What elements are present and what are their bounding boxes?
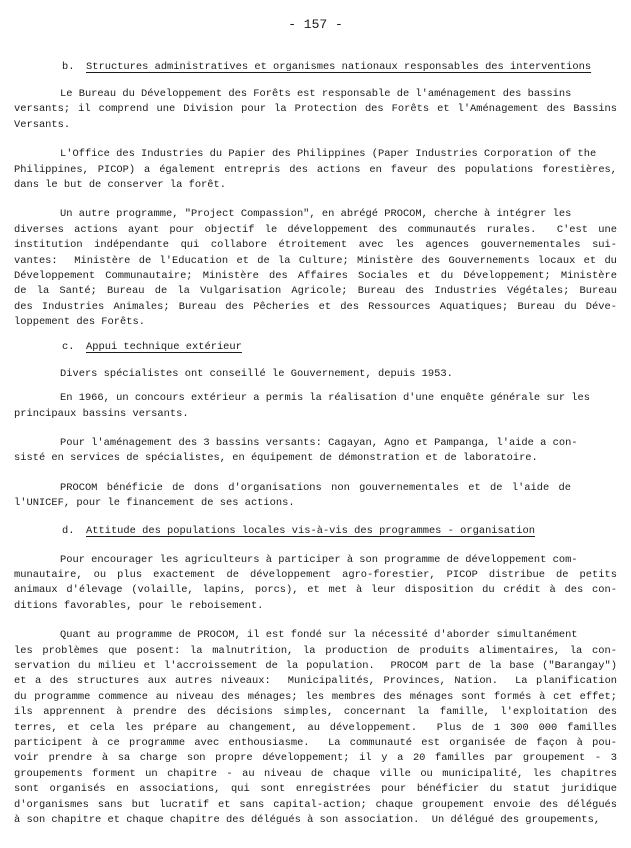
section-heading-c [62,340,617,355]
paragraph-line: Philippines, PICOP) a également entrepris des actions en faveur des populations forestières, [14,163,618,176]
paragraph-line: terres, et cela les prépare au changement, au développement. Plus de 1 300 000 familles [14,721,618,734]
section-title: Appui technique extérieur [86,340,242,353]
paragraph-line: dans le but de conserver la forêt. [14,179,227,192]
paragraph-line: l'UNICEF, pour le financement de ses actions. [14,497,295,510]
paragraph-line: L'Office des Industries du Papier des Philippines (Paper Industries Corporation of the [60,148,597,161]
section-letter: d. [62,524,75,537]
paragraph-line: des Industries Animales; Bureau des Pêcheries et des Ressources Aquatiques; Bureau du Déve- [14,300,617,313]
paragraph-line: principaux bassins versants. [14,407,189,420]
paragraph-line: institution indépendante qui collabore étroitement avec les agences gouvernementales sui- [14,239,618,252]
paragraph-line: sont organisés en associations, qui sont enregistrées pour bénéficier du statut juridique [14,783,618,796]
paragraph-line: ils apprennent à prendre des décisions simples, concernant la famille, l'exploitation des [14,706,618,719]
section-heading-d [62,524,617,539]
paragraph-line: Développement Communautaire; Ministère des Affaires Sociales et du Développement; Ministère [14,270,617,283]
paragraph [14,481,617,512]
paragraph-line: vantes: Ministère de l'Education et de la Culture; Ministère des Gouvernements locaux et du [14,254,617,267]
paragraph [14,628,617,828]
paragraph-line: Quant au programme de PROCOM, il est fondé sur la nécessité d'aborder simultanément [60,629,578,642]
paragraph-line: Le Bureau du Développement des Forêts est responsable de l'aménagement des bassins [60,88,572,100]
paragraph-line: Pour encourager les agriculteurs à participer à son programme de développement com- [60,553,578,566]
paragraph [14,147,617,193]
paragraph [14,391,617,422]
section-title: Attitude des populations locales vis-à-vis des programmes - organisation [86,524,535,537]
paragraph-line: groupements forment un chapitre - au niveau de chaque ville ou municipalité, les chapitres [14,767,618,780]
paragraph-line: de la Santé; Bureau de la Vulgarisation Agricole; Bureau des Industries Végétales; Bureau [14,285,617,298]
paragraph-line: versants; il comprend une Division pour la Protection des Forêts et l'Aménagement des Bassins [14,103,618,116]
paragraph-line: ditions favorables, pour le reboisement. [14,599,264,612]
paragraph [14,87,617,133]
paragraph-line: Un autre programme, "Project Compassion", en abrégé PROCOM, cherche à intégrer les [60,208,572,221]
section-letter: c. [62,340,75,353]
paragraph-line: Pour l'aménagement des 3 bassins versants: Cagayan, Agno et Pampanga, l'aide a con- [60,436,578,449]
paragraph-line: munautaire, ou plus exactement de développement agro-forestier, PICOP distribue de petits [14,568,617,581]
paragraph-line: animaux d'élevage (volaille, lapins, porcs), et met à leur disposition du crédit à des con- [14,584,617,597]
paragraph-line: loppement des Forêts. [14,316,145,329]
paragraph-line: En 1966, un concours extérieur a permis la réalisation d'une enquête générale sur les [60,392,591,405]
paragraph [14,207,617,330]
paragraph [14,436,617,467]
paragraph-line: diverses actions ayant pour objectif le développement des communautés rurales. C'est une [14,223,617,236]
paragraph-line: du programme commence au niveau des ménages; les membres des ménages sont formés à cet effet; [14,690,617,703]
paragraph-line: servation du milieu et l'accroissement de la population. PROCOM part de la base ("Barangay") [14,659,617,672]
section-title: Structures administratives et organismes nationaux responsables des interventions [86,61,592,73]
paragraph [14,553,617,615]
paragraph-line: voir prendre à sa charge son propre développement; il y a 20 familles par groupement - 3 [14,752,617,765]
section-heading-b [62,60,617,75]
paragraph-line: les problèmes que posent: la malnutrition, la production de produits alimentaires, la con- [14,644,617,657]
paragraph-line: sisté en services de spécialistes, en équipement de démonstration et de laboratoire. [14,452,538,465]
paragraph-line: d'organismes sans but lucratif et sans capital-action; chaque groupement envoie des délégués [14,798,618,811]
paragraph [14,367,617,382]
page-number: - 157 - [288,17,343,32]
paragraph-line: Versants. [14,118,71,131]
paragraph-line: participent à ce programme avec enthousiasme. La communauté est organisée de façon à pou- [14,737,618,749]
paragraph-line: PROCOM bénéficie de dons d'organisations non gouvernementales et de l'aide de [60,481,572,494]
paragraph-line: et a des structures aux autres niveaux: Municipalités, Provinces, Nation. La planification [14,675,618,688]
paragraph-line: à son chapitre et chaque chapitre des délégués à son association. Un délégué des groupements, [14,814,601,827]
paragraph-line: Divers spécialistes ont conseillé le Gouvernement, depuis 1953. [60,367,453,380]
section-letter: b. [62,61,75,73]
